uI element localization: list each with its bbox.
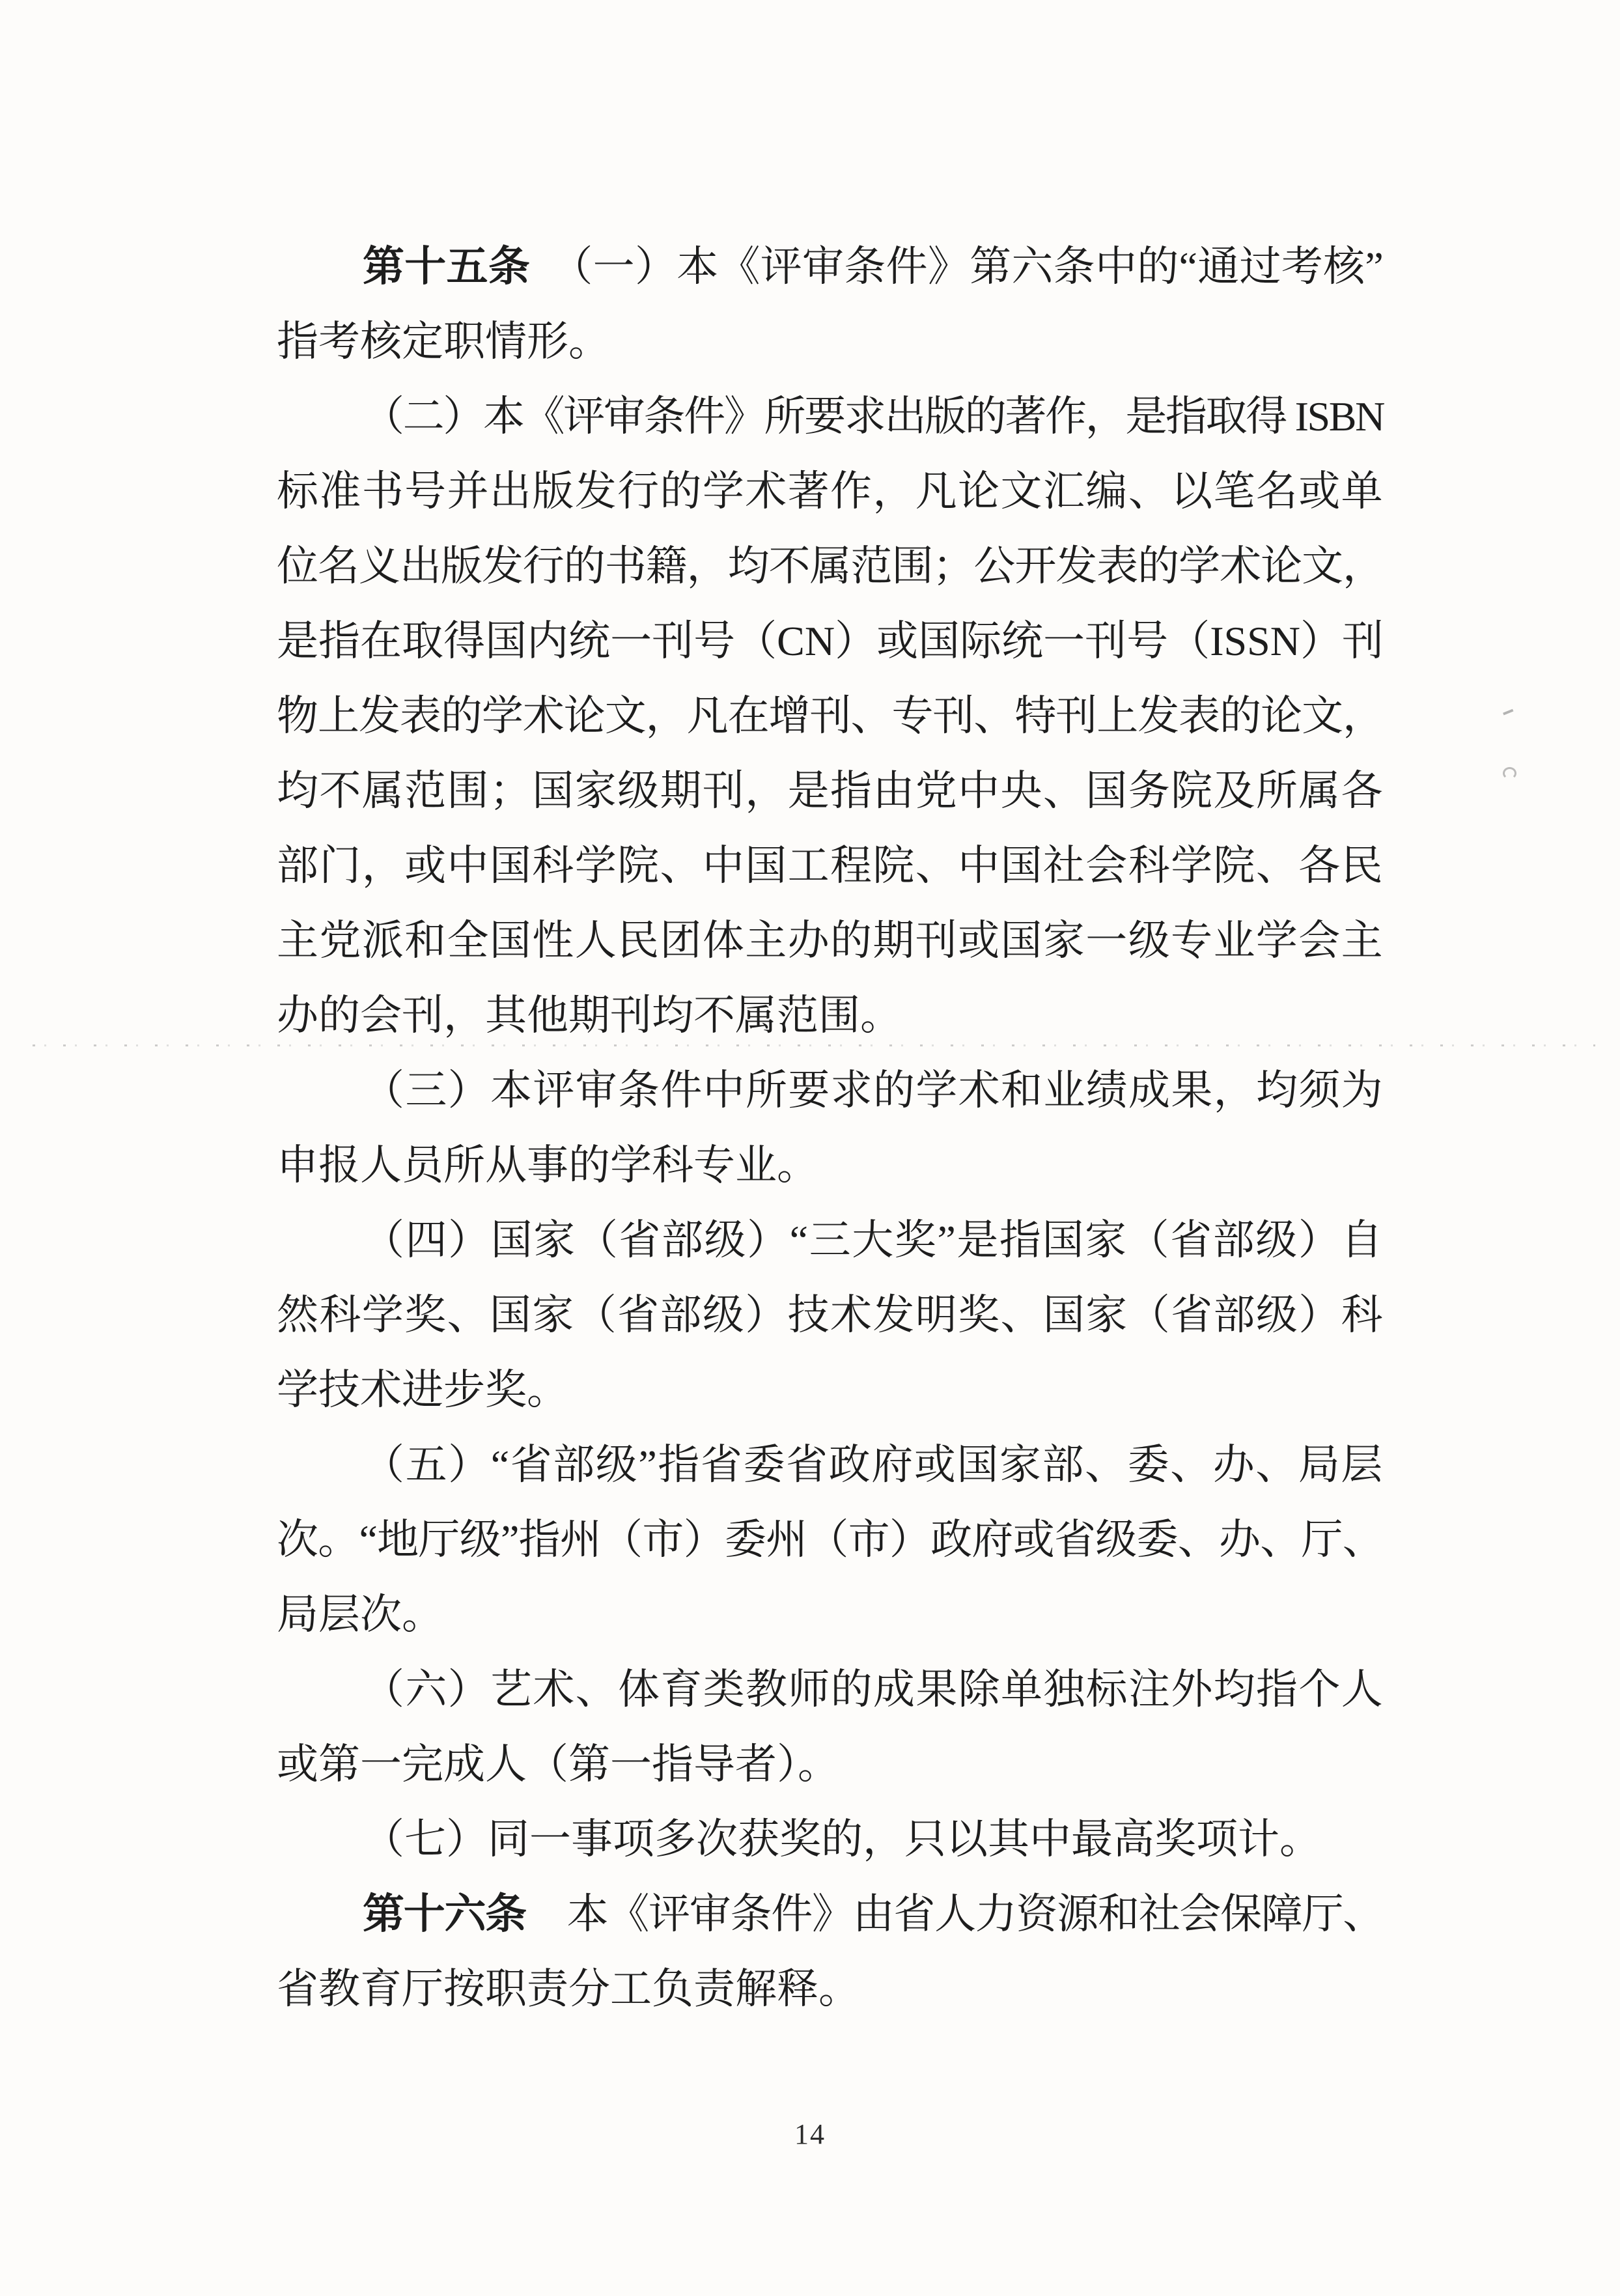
- text-line-content: （五）“省部级”指省委省政府或国家部、委、办、局层: [363, 1442, 1384, 1488]
- text-line-content: 第十六条 本《评审条件》由省人力资源和社会保障厅、: [363, 1891, 1384, 1937]
- clause-number-heading: 第十六条: [363, 1891, 526, 1937]
- text-line: [277, 1877, 1384, 1952]
- text-line-content: 物上发表的学术论文，凡在增刊、专刊、特刊上发表的论文，: [277, 693, 1384, 739]
- text-line-content: 学技术进步奖。: [277, 1367, 568, 1413]
- text-line: [277, 604, 1384, 679]
- text-line: [277, 1802, 1384, 1877]
- text-line-content: 部门，或中国科学院、中国工程院、中国社会科学院、各民: [277, 843, 1384, 889]
- text-line-content: （四）国家（省部级）“三大奖”是指国家（省部级）自: [363, 1217, 1384, 1263]
- text-line-content: （三）本评审条件中所要求的学术和业绩成果，均须为: [363, 1067, 1384, 1113]
- text-line: [277, 304, 1384, 379]
- text-line-content: 第十五条 （一）本《评审条件》第六条中的“通过考核”: [363, 244, 1384, 290]
- document-body: [277, 229, 1384, 2026]
- text-line-content: 是指在取得国内统一刊号（CN）或国际统一刊号（ISSN）刊: [277, 618, 1384, 664]
- text-line-content: （二）本《评审条件》所要求出版的著作，是指取得 ISBN: [363, 393, 1384, 440]
- page-number: 14: [794, 2118, 826, 2150]
- text-line-content: （七）同一事项多次获奖的，只以其中最高奖项计。: [363, 1816, 1321, 1862]
- text-line: [277, 454, 1384, 529]
- text-line: [277, 1427, 1384, 1502]
- text-line: [277, 1352, 1384, 1427]
- text-line-content: 或第一完成人（第一指导者）。: [277, 1741, 839, 1787]
- text-line-content: 省教育厅按职责分工负责解释。: [277, 1966, 860, 2012]
- text-line: [277, 679, 1384, 753]
- text-line: [277, 978, 1384, 1053]
- text-line-content: 申报人员所从事的学科专业。: [277, 1142, 818, 1188]
- text-line-content: 局层次。: [277, 1591, 443, 1638]
- text-line: [277, 1577, 1384, 1652]
- text-line-content: 办的会刊，其他期刊均不属范围。: [277, 992, 902, 1039]
- text-line: [277, 529, 1384, 604]
- text-line-content: 主党派和全国性人民团体主办的期刊或国家一级专业学会主: [277, 917, 1384, 964]
- text-line-content: 指考核定职情形。: [277, 318, 610, 365]
- scan-smudge-artifact: [1500, 702, 1514, 716]
- text-line: [277, 1278, 1384, 1352]
- text-line-content: 标准书号并出版发行的学术著作，凡论文汇编、以笔名或单: [277, 468, 1384, 514]
- text-line: [277, 903, 1384, 978]
- text-line: [277, 828, 1384, 903]
- text-line-content: （六）艺术、体育类教师的成果除单独标注外均指个人: [363, 1666, 1384, 1713]
- text-line-content: 位名义出版发行的书籍，均不属范围；公开发表的学术论文，: [277, 543, 1384, 589]
- text-line: [277, 1203, 1384, 1278]
- text-line-content: 均不属范围；国家级期刊，是指由党中央、国务院及所属各: [277, 768, 1384, 814]
- text-line: [277, 379, 1384, 454]
- text-line: [277, 753, 1384, 828]
- text-line: [277, 1652, 1384, 1727]
- text-line: [277, 229, 1384, 304]
- text-line-content: 然科学奖、国家（省部级）技术发明奖、国家（省部级）科: [277, 1292, 1384, 1338]
- text-line: [277, 1128, 1384, 1203]
- scan-smudge-artifact: [1503, 767, 1516, 779]
- text-line-content: 次。“地厅级”指州（市）委州（市）政府或省级委、办、厅、: [277, 1517, 1384, 1563]
- text-line: [277, 1502, 1384, 1577]
- text-line: [277, 1952, 1384, 2026]
- clause-number-heading: 第十五条: [363, 244, 531, 290]
- text-line: [277, 1727, 1384, 1802]
- scan-artifact-dotted-line: [33, 1044, 1595, 1046]
- text-line: [277, 1053, 1384, 1128]
